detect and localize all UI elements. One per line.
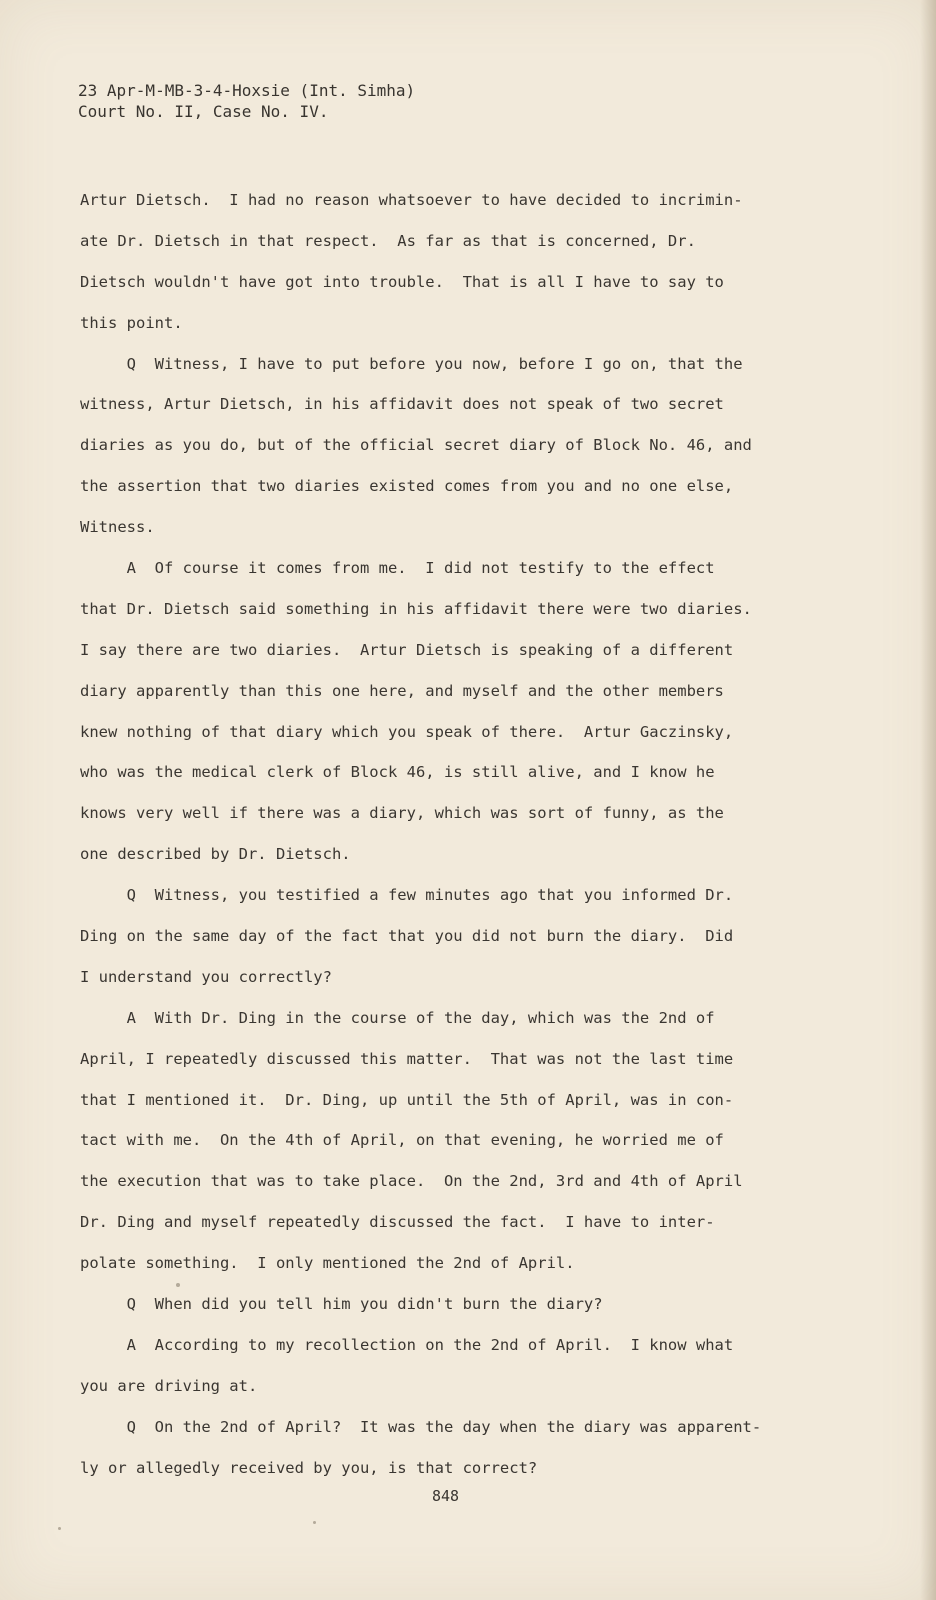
transcript-line: Witness. [80,518,155,537]
transcript-line: witness, Artur Dietsch, in his affidavit does not speak of two secret [80,395,724,414]
transcript-line: who was the medical clerk of Block 46, is still alive, and I know he [80,763,715,782]
transcript-line: tact with me. On the 4th of April, on that evening, he worried me of [80,1131,724,1150]
transcript-line: Artur Dietsch. I had no reason whatsoever to have decided to incrimin- [80,191,743,209]
transcript-line: this point. [80,313,183,332]
transcript-line: knew nothing of that diary which you speak of there. Artur Gaczinsky, [80,722,734,741]
header-court-line: Court No. II, Case No. IV. [78,102,329,121]
paper-speck [176,1283,180,1287]
transcript-line: Ding on the same day of the fact that you did not burn the diary. Did [80,927,734,946]
transcript-line: ly or allegedly received by you, is that correct? [80,1458,538,1477]
paper-speck [313,1521,316,1524]
transcript-line: Dietsch wouldn't have got into trouble. That is all I have to say to [80,272,724,291]
transcript-line: Q On the 2nd of April? It was the day when the diary was apparent- [80,1417,762,1436]
page-number: 848 [432,1487,460,1505]
transcript-line: that I mentioned it. Dr. Ding, up until the 5th of April, was in con- [80,1090,734,1109]
transcript-line: Q When did you tell him you didn't burn the diary? [80,1295,603,1314]
document-header [78,80,415,122]
transcript-line: knows very well if there was a diary, which was sort of funny, as the [80,804,724,823]
transcript-line: the execution that was to take place. On the 2nd, 3rd and 4th of April [80,1172,743,1191]
transcript-line: you are driving at. [80,1376,258,1395]
transcript-line: April, I repeatedly discussed this matter. That was not the last time [80,1049,734,1068]
transcript-line: Q Witness, you testified a few minutes ago that you informed Dr. [80,886,734,905]
transcript-line: A According to my recollection on the 2nd of April. I know what [80,1335,734,1354]
header-session-line: 23 Apr-M-MB-3-4-Hoxsie (Int. Simha) [78,81,416,100]
transcript-line: I understand you correctly? [80,967,332,986]
transcript-line: ate Dr. Dietsch in that respect. As far as that is concerned, Dr. [80,231,696,250]
transcript-line: Dr. Ding and myself repeatedly discussed the fact. I have to inter- [80,1213,715,1232]
transcript-line: polate something. I only mentioned the 2nd of April. [80,1254,575,1273]
transcript-body [80,180,840,1489]
transcript-line: I say there are two diaries. Artur Dietsch is speaking of a different [80,640,734,659]
paper-speck [58,1527,61,1530]
transcript-line: A Of course it comes from me. I did not testify to the effect [80,559,715,578]
transcript-line: diaries as you do, but of the official secret diary of Block No. 46, and [80,436,752,455]
transcript-line: diary apparently than this one here, and myself and the other members [80,681,724,700]
transcript-line: one described by Dr. Dietsch. [80,845,351,864]
transcript-line: A With Dr. Ding in the course of the day, which was the 2nd of [80,1008,715,1027]
transcript-line: the assertion that two diaries existed comes from you and no one else, [80,477,734,496]
transcript-line: Q Witness, I have to put before you now, before I go on, that the [80,354,743,373]
transcript-line: that Dr. Dietsch said something in his affidavit there were two diaries. [80,599,752,618]
